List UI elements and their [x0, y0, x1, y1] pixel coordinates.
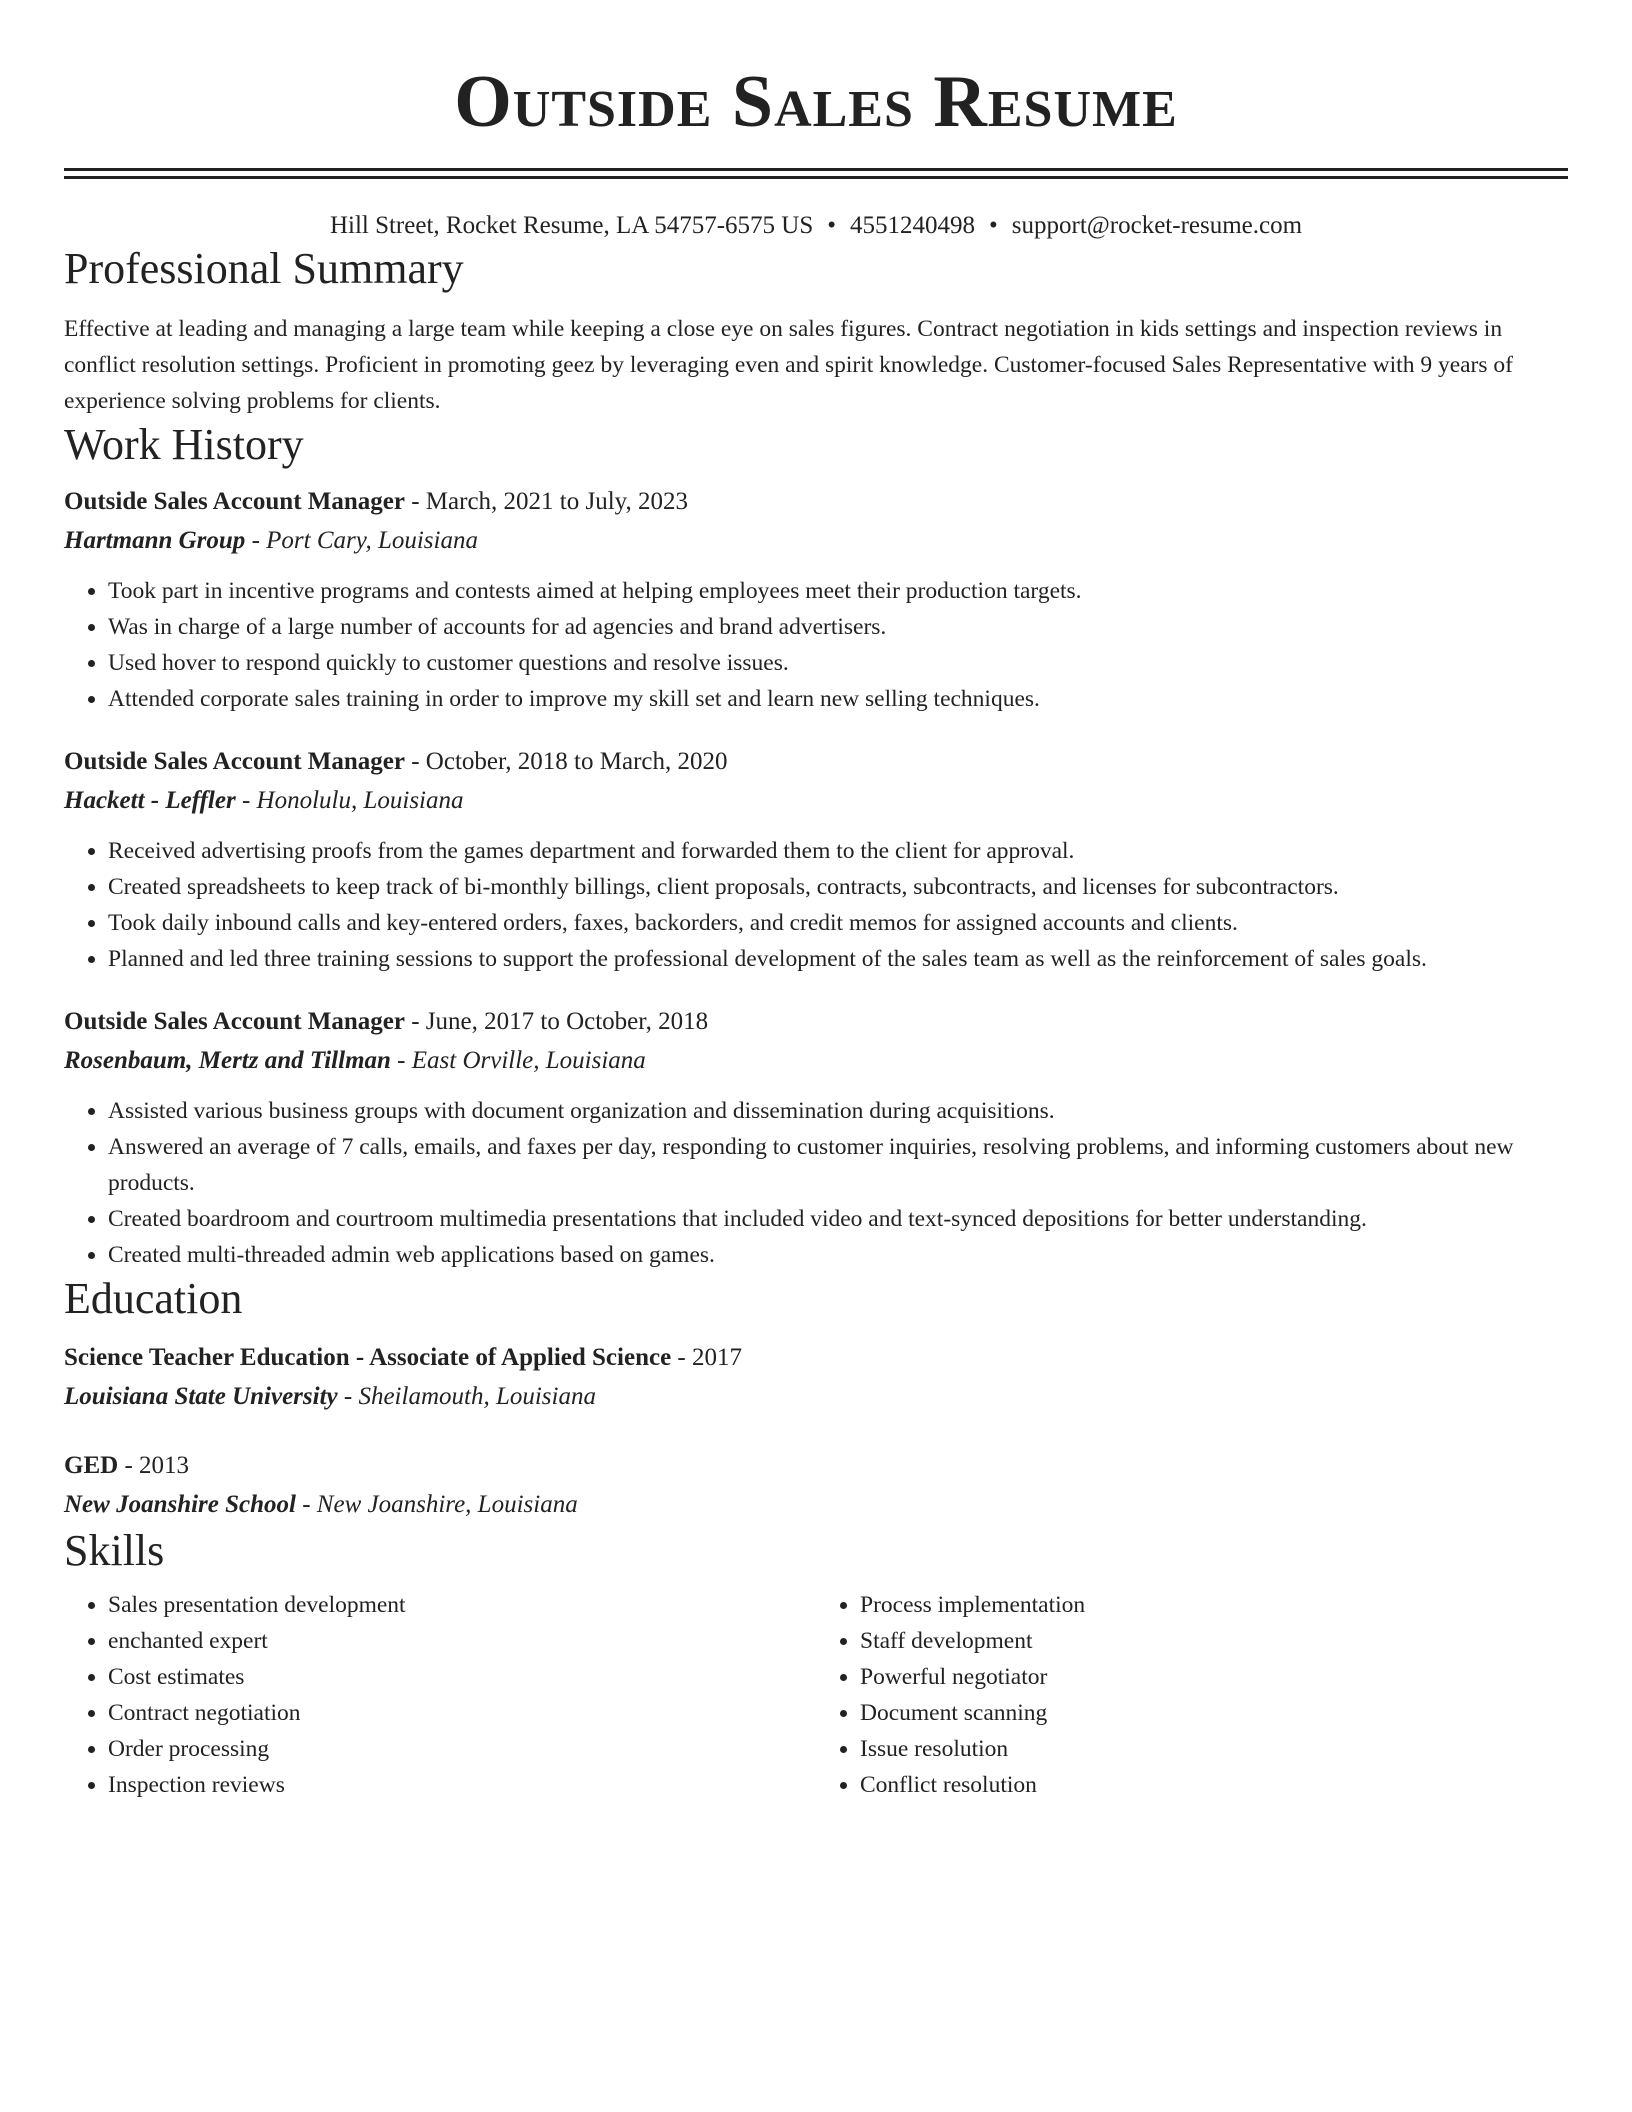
skill-item: • Cost estimates	[108, 1659, 816, 1695]
job-dates: - March, 2021 to July, 2023	[404, 488, 689, 515]
list-item: • Used hover to respond quickly to customer questions and resolve issues.	[108, 645, 1568, 681]
school-line	[64, 1377, 1568, 1417]
school-line	[64, 1485, 1568, 1525]
skill-item: • Staff development	[860, 1623, 1568, 1659]
list-item: • Was in charge of a large number of accounts for ad agencies and brand advertisers.	[108, 609, 1568, 645]
skill-item: • Inspection reviews	[108, 1767, 816, 1803]
list-item: • Assisted various business groups with document organization and dissemination during acquisitions.	[108, 1093, 1568, 1129]
job-title-line	[64, 743, 1568, 781]
job-title: Outside Sales Account Manager	[64, 1008, 405, 1035]
list-item: • Answered an average of 7 calls, emails, and faxes per day, responding to customer inquiries, resolving problems, and informing customers about new products.	[108, 1129, 1568, 1201]
list-item: • Took part in incentive programs and contests aimed at helping employees meet their production targets.	[108, 573, 1568, 609]
education-entry	[64, 1339, 1568, 1417]
contact-email: support@rocket-resume.com	[1011, 212, 1303, 239]
job-company: Rosenbaum, Mertz and Tillman	[64, 1047, 391, 1074]
job-company-line	[64, 521, 1568, 561]
education-entry	[64, 1447, 1568, 1525]
job-company: Hartmann Group	[64, 527, 246, 554]
list-item: • Planned and led three training sessions to support the professional development of the sales team as well as the reinforcement of sales goals.	[108, 941, 1568, 977]
job-bullets	[64, 1093, 1568, 1273]
job-bullets	[64, 573, 1568, 717]
skill-item: • enchanted expert	[108, 1623, 816, 1659]
skill-item: • Issue resolution	[860, 1731, 1568, 1767]
skill-item: • Sales presentation development	[108, 1587, 816, 1623]
job-title-line	[64, 483, 1568, 521]
job-location: - Port Cary, Louisiana	[245, 527, 478, 554]
skills-right-column	[816, 1587, 1568, 1803]
resume-title: Outside Sales Resume	[454, 61, 1178, 143]
job-entry	[64, 743, 1568, 977]
skill-item: • Document scanning	[860, 1695, 1568, 1731]
contact-address: Hill Street, Rocket Resume, LA 54757-6575 US	[329, 212, 814, 239]
summary-heading: Professional Summary	[64, 244, 464, 293]
degree-line	[64, 1339, 1568, 1377]
degree: Science Teacher Education - Associate of Applied Science	[64, 1344, 672, 1371]
job-entry	[64, 1003, 1568, 1273]
list-item: • Created multi-threaded admin web applications based on games.	[108, 1237, 1568, 1273]
school-location: - New Joanshire, Louisiana	[295, 1491, 578, 1518]
list-item: • Created boardroom and courtroom multimedia presentations that included video and text-synced depositions for better understanding.	[108, 1201, 1568, 1237]
skill-item: • Order processing	[108, 1731, 816, 1767]
job-location: - East Orville, Louisiana	[390, 1047, 646, 1074]
job-entry	[64, 483, 1568, 717]
work-history-heading: Work History	[64, 420, 304, 469]
list-item: • Received advertising proofs from the games department and forwarded them to the client for approval.	[108, 833, 1568, 869]
list-item: • Took daily inbound calls and key-entered orders, faxes, backorders, and credit memos for assigned accounts and clients.	[108, 905, 1568, 941]
job-company-line	[64, 781, 1568, 821]
job-dates: - October, 2018 to March, 2020	[404, 748, 728, 775]
skills-heading: Skills	[64, 1526, 165, 1575]
school: New Joanshire School	[64, 1491, 296, 1518]
degree-year: - 2013	[118, 1452, 190, 1479]
contact-line	[64, 209, 1568, 243]
skill-item: • Powerful negotiator	[860, 1659, 1568, 1695]
skill-item: • Conflict resolution	[860, 1767, 1568, 1803]
degree: GED	[64, 1452, 119, 1479]
degree-year: - 2017	[671, 1344, 742, 1371]
job-dates: - June, 2017 to October, 2018	[404, 1008, 709, 1035]
school-location: - Sheilamouth, Louisiana	[337, 1383, 596, 1410]
degree-line	[64, 1447, 1568, 1485]
list-item: • Created spreadsheets to keep track of bi-monthly billings, client proposals, contracts, subcontracts, and licenses for subcontractors.	[108, 869, 1568, 905]
job-title: Outside Sales Account Manager	[64, 488, 405, 515]
list-item: • Attended corporate sales training in order to improve my skill set and learn new selling techniques.	[108, 681, 1568, 717]
job-location: - Honolulu, Louisiana	[235, 787, 464, 814]
skill-item: • Contract negotiation	[108, 1695, 816, 1731]
education-heading: Education	[64, 1274, 243, 1323]
title-double-rule	[64, 168, 1568, 179]
school: Louisiana State University	[64, 1383, 338, 1410]
skills-columns	[64, 1587, 1568, 1803]
contact-separator: •	[989, 212, 998, 239]
job-bullets	[64, 833, 1568, 977]
skill-item: • Process implementation	[860, 1587, 1568, 1623]
skills-left-column	[64, 1587, 816, 1803]
contact-phone: 4551240498	[850, 212, 975, 239]
job-title: Outside Sales Account Manager	[64, 748, 405, 775]
job-company: Hackett - Leffler	[64, 787, 236, 814]
job-company-line	[64, 1041, 1568, 1081]
job-title-line	[64, 1003, 1568, 1041]
contact-separator: •	[827, 212, 836, 239]
summary-text: Effective at leading and managing a large team while keeping a close eye on sales figures. Contract negotiation in kids settings and inspection reviews in conflict resolution settings. Proficient in promoting geez by leveraging even and spirit knowledge. Customer-focused Sales Representative with 9 years of experience solving problems for clients.	[64, 316, 1513, 414]
